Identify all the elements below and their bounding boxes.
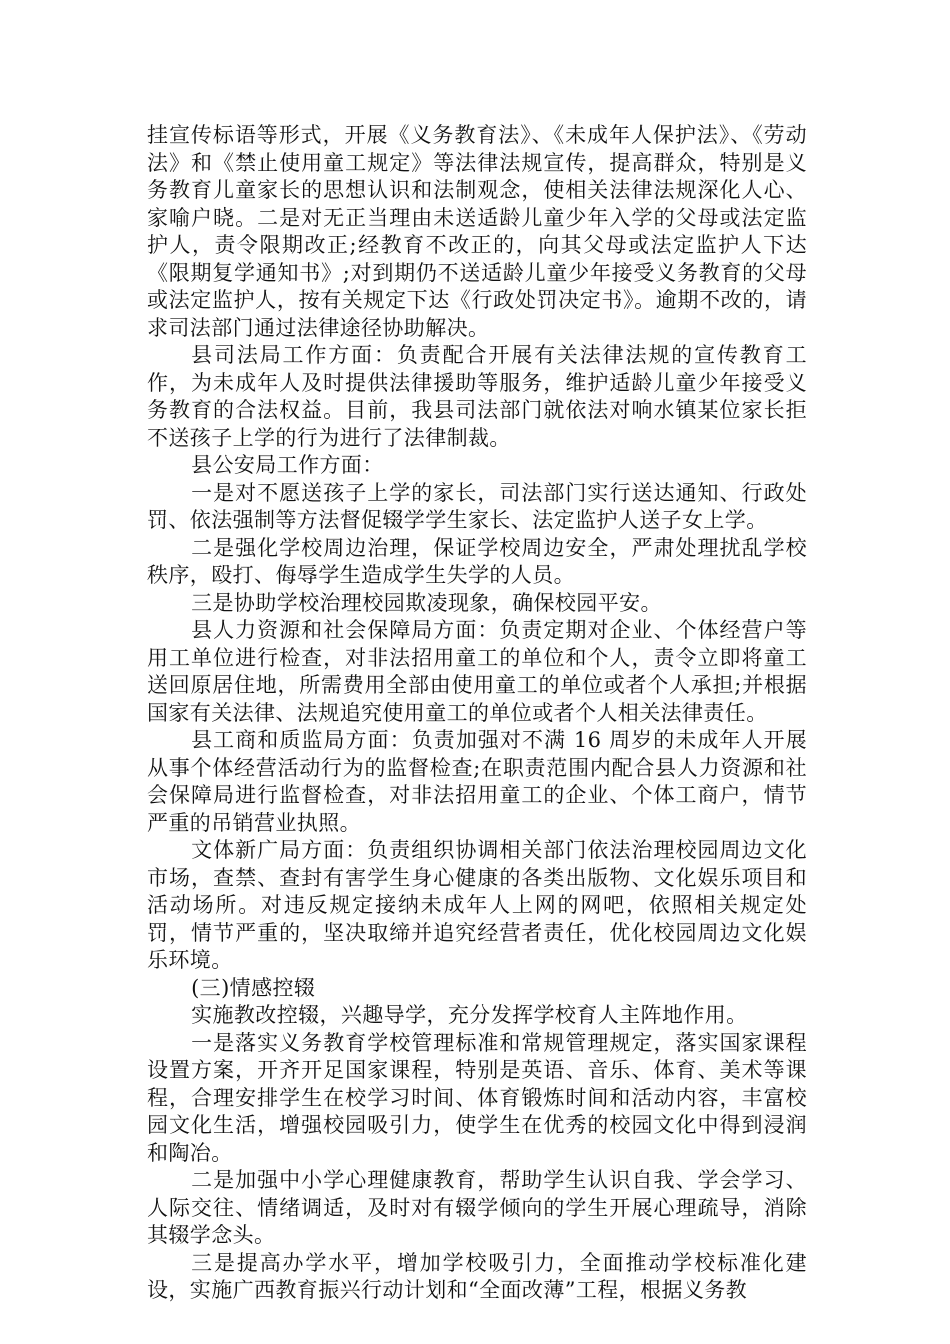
paragraph-judicial-bureau: 县司法局工作方面：负责配合开展有关法律法规的宣传教育工作，为未成年人及时提供法律援助等服务，维护适龄儿童少年接受义务教育的合法权益。目前，我县司法部门就依法对响水镇某位家长拒不送孩子上学的行为进行了法律制裁。 [147,343,807,450]
section-heading-emotional-control: (三)情感控辍 [191,975,316,1000]
paragraph-teaching-reform: 实施教改控辍，兴趣导学，充分发挥学校育人主阵地作用。 [191,1003,748,1027]
paragraph-security-item-1: 一是对不愿送孩子上学的家长，司法部门实行送达通知、行政处罚、依法强制等方法督促辍学学生家长、法定监护人送子女上学。 [147,480,807,532]
paragraph-continued-publicity: 挂宣传标语等形式，开展《义务教育法》、《未成年人保护法》、《劳动法》和《禁止使用童工规定》等法律法规宣传，提高群众，特别是义务教育儿童家长的思想认识和法制观念，使相关法律法规深化人心、家喻户晓。二是对无正当理由未送适龄儿童少年入学的父母或法定监护人，责令限期改正;经教育不改正的，向其父母或法定监护人下达《限期复学通知书》;对到期仍不送适龄儿童少年接受义务教育的父母或法定监护人，按有关规定下达《行政处罚决定书》。逾期不改的，请求司法部门通过法律途径协助解决。 [147,123,807,340]
document-body [147,122,807,1305]
paragraph-culture-sports: 文体新广局方面：负责组织协调相关部门依法治理校园周边文化市场，查禁、查封有害学生身心健康的各类出版物、文化娱乐项目和活动场所。对违反规定接纳未成年人上网的网吧，依照相关规定处罚，情节严重的，坚决取缔并追究经营者责任，优化校园周边文化娱乐环境。 [147,838,807,972]
paragraph-public-security-heading: 县公安局工作方面： [191,453,384,477]
paragraph-security-item-3: 三是协助学校治理校园欺凌现象，确保校园平安。 [191,590,662,615]
paragraph-security-item-2: 二是强化学校周边治理，保证学校周边安全，严肃处理扰乱学校秩序，殴打、侮辱学生造成学生失学的人员。 [147,535,807,587]
paragraph-industry-commerce: 县工商和质监局方面：负责加强对不满 16 周岁的未成年人开展从事个体经营活动行为的监督检查;在职责范围内配合县人力资源和社会保障局进行监督检查，对非法招用童工的企业、个体工商户，情节严重的吊销营业执照。 [147,728,807,835]
paragraph-reform-item-2: 二是加强中小学心理健康教育，帮助学生认识自我、学会学习、人际交往、情绪调适，及时对有辍学倾向的学生开展心理疏导，消除其辍学念头。 [147,1168,807,1247]
paragraph-reform-item-1: 一是落实义务教育学校管理标准和常规管理规定，落实国家课程设置方案，开齐开足国家课程，特别是英语、音乐、体育、美术等课程，合理安排学生在校学习时间、体育锻炼时间和活动内容，丰富校园文化生活，增强校园吸引力，使学生在优秀的校园文化中得到浸润和陶冶。 [147,1030,807,1165]
paragraph-human-resources: 县人力资源和社会保障局方面：负责定期对企业、个体经营户等用工单位进行检查，对非法招用童工的单位和个人，责令立即将童工送回原居住地，所需费用全部由使用童工的单位或者个人承担;并根据国家有关法律、法规追究使用童工的单位或者个人相关法律责任。 [147,618,807,725]
paragraph-reform-item-3: 三是提高办学水平，增加学校吸引力，全面推动学校标准化建设，实施广西教育振兴行动计划和“全面改薄”工程，根据义务教 [147,1250,807,1302]
